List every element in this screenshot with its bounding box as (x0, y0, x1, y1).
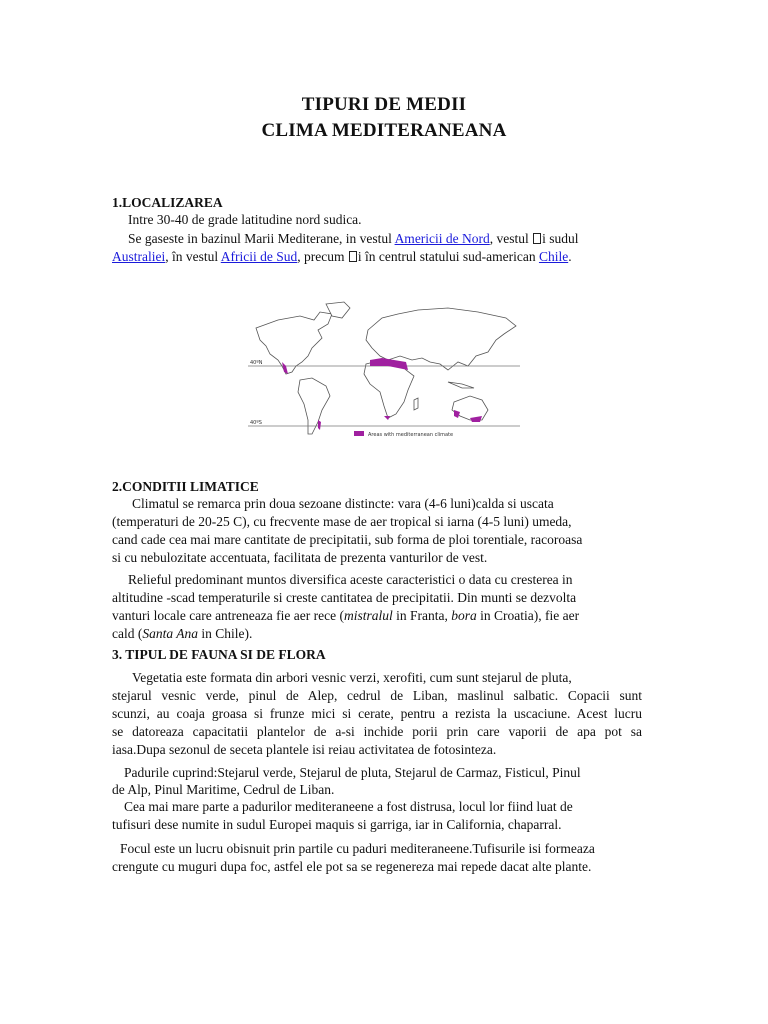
text-segment: in Franta, (392, 608, 452, 623)
world-map-image (248, 300, 520, 442)
madagascar-shape (414, 398, 418, 410)
paragraph-line (112, 248, 572, 266)
link-chile[interactable]: Chile (538, 249, 569, 264)
paragraph-line: si cu nebulozitate accentuata, facilitata de prezenta vanturilor de vest. (112, 550, 488, 565)
term-bora: bora (451, 608, 477, 623)
text-segment: in Chile). (198, 626, 253, 641)
paragraph-line: Cea mai mare parte a padurilor mediteraneene a fost distrusa, locul lor fiind luat de (124, 799, 573, 814)
paragraph-line: de Alp, Pinul Maritime, Cedrul de Liban. (112, 782, 335, 797)
text-segment: cald ( (112, 626, 143, 641)
continents-outline (256, 302, 516, 434)
paragraph-line: (temperaturi de 20-25 C), cu frecvente mase de aer tropical si iarna (4-5 luni) umeda, (112, 514, 572, 529)
indonesia-shape (448, 382, 474, 388)
area-chile (318, 420, 321, 430)
paragraph-line: se datoreaza capacitatii plantelor de a-si inchide porii prin care vaporii de apa pot sa (112, 724, 642, 739)
section-heading-conditii: 2.CONDITII LIMATICE (112, 479, 259, 494)
term-mistralul: mistralul (343, 608, 393, 623)
north-america-shape (256, 312, 332, 374)
paragraph-line: Focul este un lucru obisnuit prin partile cu paduri mediteraneene.Tufisurile isi formeaza (120, 841, 595, 856)
paragraph-line: iasa.Dupa sezonul de seceta plantele isi reiau activitatea de fotosinteza. (112, 742, 497, 757)
paragraph-line (112, 625, 252, 643)
text-segment: i în centrul statului sud-american (357, 249, 539, 264)
text-segment: in Croatia), fie aer (476, 608, 580, 623)
paragraph-line: cand cade cea mai mare cantitate de precipitatii, sub forma de ploi torentiale, racoroasa (112, 532, 583, 547)
paragraph-line: stejarul vesnic verde, pinul de Alep, cedrul de Liban, maslinul salbatic. Copacii sunt (112, 688, 642, 703)
link-australiei[interactable]: Australiei (112, 249, 166, 264)
text-segment: , în vestul (165, 249, 221, 264)
paragraph-line: tufisuri dese numite in sudul Europei maquis si garriga, iar in California, chaparral. (112, 817, 562, 832)
missing-glyph-icon (349, 251, 357, 262)
text-segment: . (568, 249, 572, 264)
paragraph-line (112, 607, 579, 625)
link-africii-de-sud[interactable]: Africii de Sud (220, 249, 298, 264)
text-segment: , vestul (489, 231, 533, 246)
paragraph-line: Padurile cuprind:Stejarul verde, Stejarul de pluta, Stejarul de Carmaz, Fisticul, Pinul (124, 765, 581, 780)
term-santa-ana: Santa Ana (142, 626, 198, 641)
label-40n: 40ºN (250, 360, 263, 366)
page-title-line-2: CLIMA MEDITERANEANA (261, 120, 507, 141)
legend-label: Areas with mediterranean climate (368, 432, 454, 438)
paragraph-line: scunzi, au coaja groasa si frunze mici si cerate, pentru a rezista la uscaciune. Acest lucru (112, 706, 642, 721)
paragraph-line: crengute cu muguri dupa foc, astfel ele pot sa se regenereza mai repede dacat alte plante. (112, 859, 592, 874)
text-segment: Se gaseste in bazinul Marii Mediterane, in vestul (128, 231, 395, 246)
text-segment: vanturi locale care antreneaza fie aer rece ( (112, 608, 344, 623)
section-heading-localizarea: 1.LOCALIZAREA (112, 195, 223, 210)
page-title-line-1: TIPURI DE MEDII (301, 94, 467, 115)
legend-swatch (354, 431, 364, 436)
section-heading-fauna-flora: 3. TIPUL DE FAUNA SI DE FLORA (112, 647, 326, 662)
paragraph-line: Climatul se remarca prin doua sezoane distincte: vara (4-6 luni)calda si uscata (132, 496, 554, 511)
paragraph-line: Vegetatia este formata din arbori vesnic verzi, xerofiti, cum sunt stejarul de pluta, (132, 670, 572, 685)
paragraph-line (128, 230, 579, 248)
missing-glyph-icon (533, 233, 541, 244)
link-americii-de-nord[interactable]: Americii de Nord (394, 231, 490, 246)
paragraph-line: altitudine -scad temperaturile si creste cantitatea de precipitatii. Din munti se dezvolta (112, 590, 577, 605)
paragraph-line: Intre 30-40 de grade latitudine nord sudica. (128, 212, 362, 227)
text-segment: , precum (297, 249, 348, 264)
text-segment: i sudul (542, 231, 579, 246)
label-40s: 40ºS (250, 420, 262, 426)
area-south-africa (384, 416, 390, 420)
paragraph-line: Relieful predominant muntos diversifica aceste caracteristici o data cu cresterea in (128, 572, 573, 587)
